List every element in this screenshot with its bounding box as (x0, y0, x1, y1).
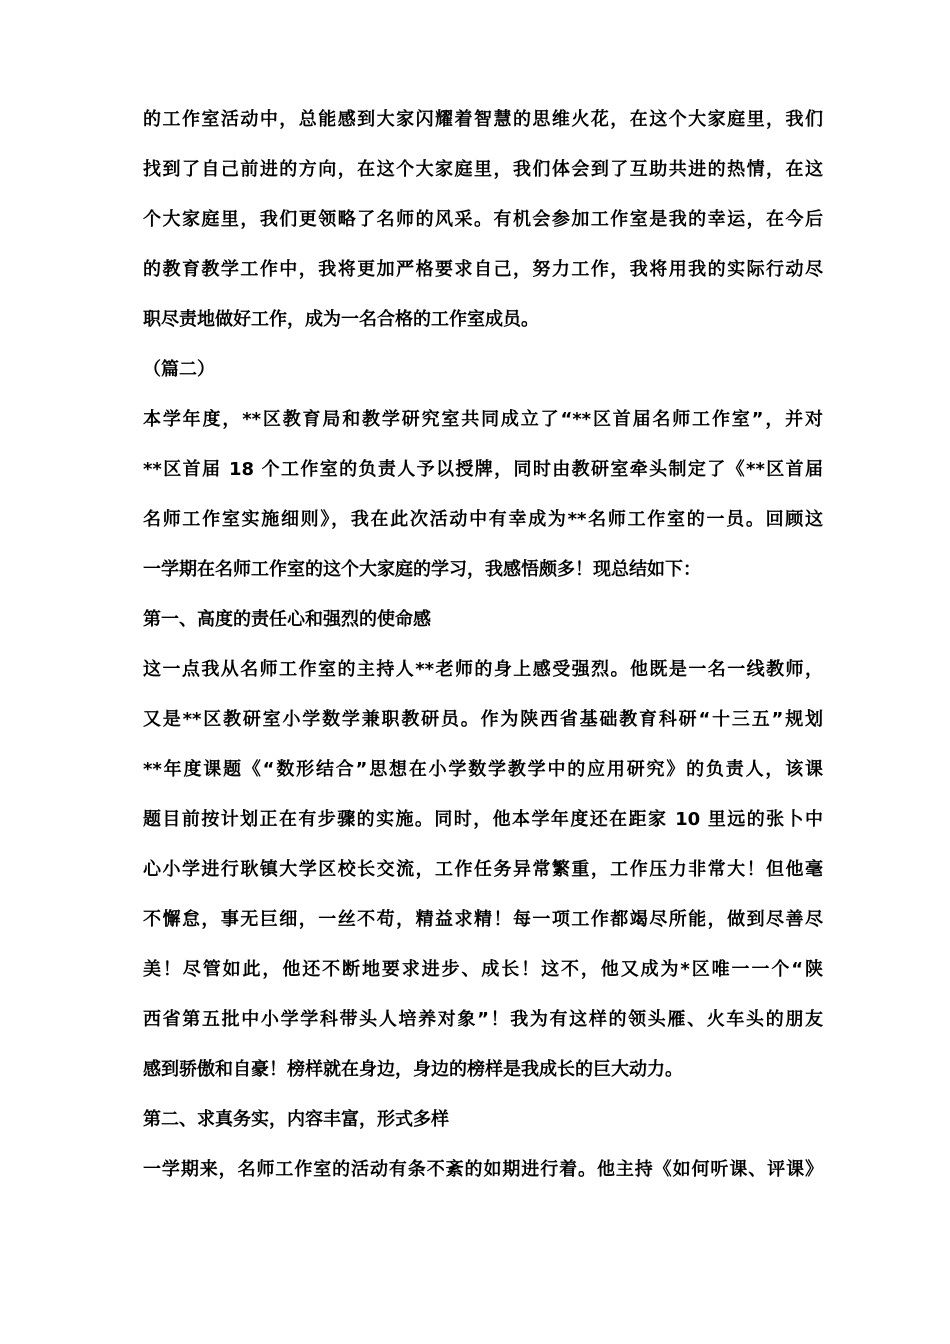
paragraph-line: 美！尽管如此，他还不断地要求进步、成长！这不，他又成为*区唯一一个“陕 (143, 959, 823, 980)
paragraph-line: 个大家庭里，我们更领略了名师的风采。有机会参加工作室是我的幸运，在今后 (143, 209, 823, 230)
paragraph-line: 的工作室活动中，总能感到大家闪耀着智慧的思维火花，在这个大家庭里，我们 (143, 109, 823, 130)
paragraph-line: 职尽责地做好工作，成为一名合格的工作室成员。 (143, 309, 539, 330)
paragraph-line: 这一点我从名师工作室的主持人**老师的身上感受强烈。他既是一名一线教师， (143, 659, 823, 680)
section-heading: （篇二） (143, 359, 215, 380)
subsection-heading: 第一、高度的责任心和强烈的使命感 (143, 609, 431, 630)
paragraph-line: 西省第五批中小学学科带头人培养对象”！我为有这样的领头雁、火车头的朋友 (143, 1009, 823, 1030)
paragraph-line: 找到了自己前进的方向，在这个大家庭里，我们体会到了互助共进的热情，在这 (143, 159, 823, 180)
paragraph-line: 心小学进行耿镇大学区校长交流，工作任务异常繁重，工作压力非常大！但他毫 (143, 859, 823, 880)
paragraph-line: 题目前按计划正在有步骤的实施。同时，他本学年度还在距家 10 里远的张卜中 (143, 809, 823, 830)
paragraph-line: 一学期来，名师工作室的活动有条不紊的如期进行着。他主持《如何听课、评课》 (143, 1159, 823, 1180)
paragraph-line: 名师工作室实施细则》，我在此次活动中有幸成为**名师工作室的一员。回顾这 (143, 509, 823, 530)
paragraph-line: 一学期在名师工作室的这个大家庭的学习，我感悟颇多！现总结如下： (143, 559, 701, 580)
paragraph-line: 的教育教学工作中，我将更加严格要求自己，努力工作，我将用我的实际行动尽 (143, 259, 823, 280)
paragraph-line: 不懈怠，事无巨细，一丝不苟，精益求精！每一项工作都竭尽所能，做到尽善尽 (143, 909, 823, 930)
paragraph-line: **年度课题《“数形结合”思想在小学数学教学中的应用研究》的负责人，该课 (143, 759, 823, 780)
paragraph-line: 又是**区教研室小学数学兼职教研员。作为陕西省基础教育科研“十三五”规划 (143, 709, 823, 730)
paragraph-line: **区首届 18 个工作室的负责人予以授牌，同时由教研室牵头制定了《**区首届 (143, 459, 823, 480)
subsection-heading: 第二、求真务实，内容丰富，形式多样 (143, 1109, 449, 1130)
paragraph-line: 感到骄傲和自豪！榜样就在身边，身边的榜样是我成长的巨大动力。 (143, 1059, 683, 1080)
paragraph-line: 本学年度，**区教育局和教学研究室共同成立了“**区首届名师工作室”，并对 (143, 409, 823, 430)
